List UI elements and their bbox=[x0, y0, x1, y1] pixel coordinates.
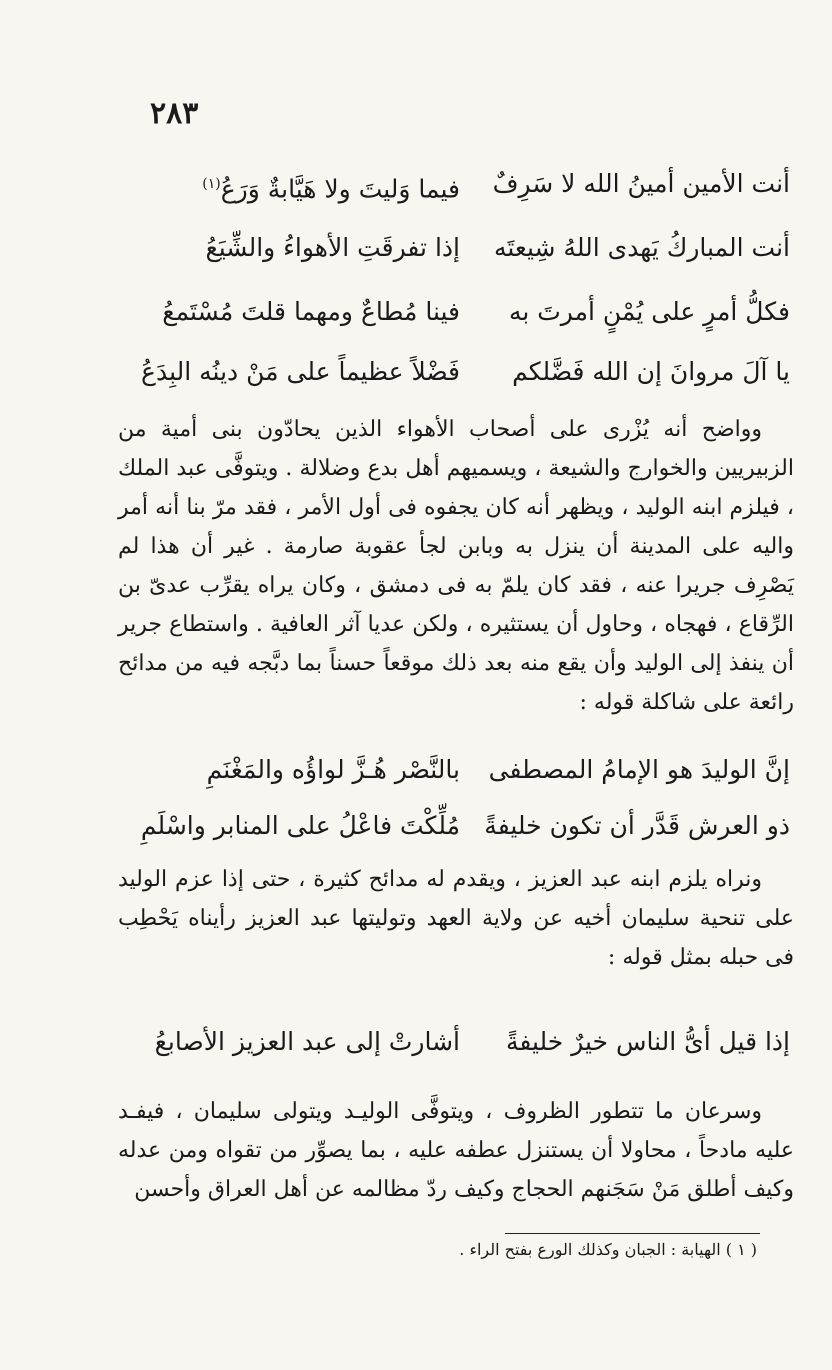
hemistich-first: إذا قيل أىُّ الناس خيرٌ خليفةً bbox=[505, 1027, 790, 1056]
poem2-verse-2 bbox=[120, 798, 790, 854]
poem1-verse-2 bbox=[120, 220, 790, 276]
hemistich-first: ذو العرش قَدَّر أن تكون خليفةً bbox=[484, 811, 790, 840]
hemistich-second: بالنَّصْر هُـزَّ لواؤُه والمَغْنَمِ bbox=[206, 755, 460, 784]
poem1-verse-4 bbox=[120, 344, 790, 400]
paragraph-text: وسرعان ما تتطور الظروف ، ويتوفَّى الوليـد ويتولى سليمان ، فيفـد عليه مادحاً ، محاولا أن يستنزل عطفه عليه ، بما يصوِّر من تقواه ومن عدله وكيف أطلق مَنْ سَجَنهم الحجاج وكيف ردّ مظالمه عن أهل العراق وأحسن bbox=[118, 1099, 794, 1202]
footnote-marker: (١) bbox=[202, 176, 221, 192]
hemistich-first: يا آلَ مروانَ إن الله فَضَّلكم bbox=[512, 357, 790, 386]
paragraph-2 bbox=[118, 860, 794, 977]
hemistich-second-text: فيما وَليتَ ولا هَيَّابةٌ وَرَعُ bbox=[220, 174, 460, 204]
hemistich-second: فَضْلاً عظيماً على مَنْ دينُه البِدَعُ bbox=[141, 357, 460, 386]
paragraph-text: ونراه يلزم ابنه عبد العزيز ، ويقدم له مدائح كثيرة ، حتى إذا عزم الوليد على تنحية سليمان أخيه عن ولاية العهد وتوليتها عبد العزيز رأيناه يَحْطِب فى حبله بمثل قوله : bbox=[118, 867, 794, 970]
paragraph-1 bbox=[118, 410, 794, 722]
page-number: ٢٨٣ bbox=[150, 96, 199, 131]
hemistich-second: أشارتْ إلى عبد العزيز الأصابعُ bbox=[154, 1027, 460, 1056]
hemistich-second: مُلِّكْتَ فاعْلُ على المنابر واسْلَمِ bbox=[140, 811, 460, 840]
paragraph-text: وواضح أنه يُزْرى على أصحاب الأهواء الذين يحادّون بنى أمية من الزبيريين والخوارج والشيعة ، ويسميهم أهل بدع وضلالة . ويتوفَّى عبد الملك ، فيلزم ابنه الوليد ، ويظهر أنه كان يجفوه فى أول الأمر ، فقد مرّ بنا أنه أمر واليه على المدينة أن ينزل به وبابن لجأ عقوبة صارمة . غير أن هذا لم يَصْرِف جريرا عنه ، فقد كان يلمّ به فى دمشق ، وكان يراه يقرِّب عدىّ بن الرِّقاع ، فهجاه ، وحاول أن يستثيره ، ولكن عديا آثر العافية . واستطاع جرير أن ينفذ إلى الوليد وأن يقع منه بعد ذلك موقعاً حسناً بما دبَّجه فيه من مدائح رائعة على شاكلة قوله : bbox=[118, 417, 794, 715]
hemistich-second: إذا تفرقَتِ الأهواءُ والشِّيَعُ bbox=[205, 233, 460, 262]
hemistich-first: إنَّ الوليدَ هو الإمامُ المصطفى bbox=[488, 755, 790, 784]
footnote-divider bbox=[505, 1233, 760, 1234]
poem2-verse-1 bbox=[120, 742, 790, 798]
poem3-verse-1 bbox=[120, 1014, 790, 1070]
paragraph-3 bbox=[118, 1092, 794, 1209]
hemistich-first: أنت الأمين أمينُ الله لا سَرِفٌ bbox=[492, 169, 790, 198]
hemistich-second: فينا مُطاعٌ ومهما قلتَ مُسْتَمعُ bbox=[162, 297, 460, 326]
hemistich-first: أنت المباركُ يَهدى اللهُ شِيعتَه bbox=[493, 233, 790, 262]
footnote: ( ١ ) الهيابة : الجبان وكذلك الورع بفتح الراء . bbox=[459, 1240, 757, 1259]
poem1-verse-3 bbox=[120, 284, 790, 340]
poem1-verse-1 bbox=[120, 156, 790, 212]
hemistich-second bbox=[202, 156, 460, 217]
hemistich-first: فكلُّ أمرٍ على يُمْنٍ أمرتَ به bbox=[508, 297, 790, 326]
